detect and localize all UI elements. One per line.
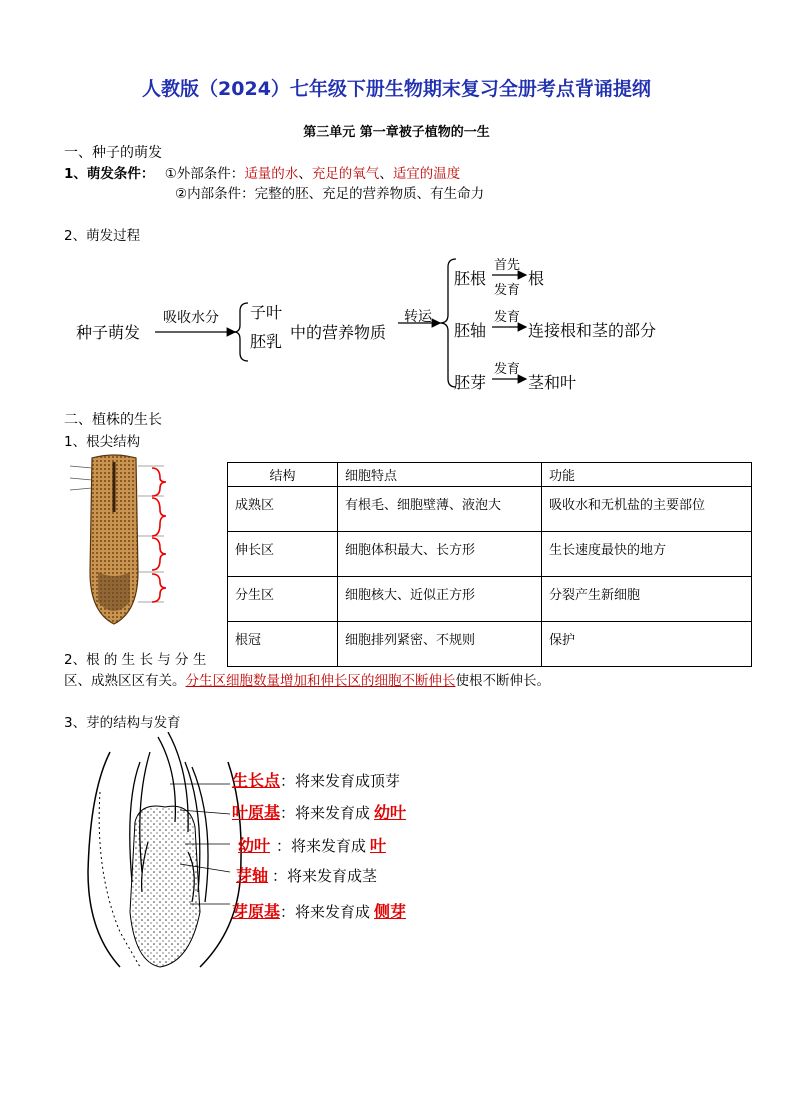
internal-conditions: [175, 182, 484, 202]
plumule-develop-label: 发育: [494, 362, 521, 377]
hypocotyl-result: 连接根和茎的部分: [528, 321, 657, 340]
table-cell: 生长速度最快的地方: [542, 532, 752, 577]
chapter-subtitle: 第三单元 第一章被子植物的一生: [303, 125, 490, 140]
table-header: 结构: [228, 463, 338, 487]
radicle-develop-label: 发育: [494, 283, 521, 298]
flow-start: 种子萌发: [76, 323, 141, 342]
section-heading-germination: 一、种子的萌发: [64, 145, 162, 161]
process-label: 2、萌发过程: [64, 228, 141, 244]
bud-part-label: 叶原基: [232, 803, 281, 822]
root-growth-line1: 2、根 的 生 长 与 分 生: [64, 652, 207, 668]
conditions-label-text: 1、萌发条件：: [64, 166, 155, 182]
bud-part-label: 芽原基: [232, 902, 281, 921]
bud-part-label: 幼叶: [238, 836, 271, 855]
root-growth-highlight: 分生区细胞数量增加和伸长区的细胞不断伸长: [185, 673, 456, 689]
bud-label: 3、芽的结构与发育: [64, 715, 181, 731]
external-temperature: 适宜的温度: [392, 166, 461, 182]
bud-part-desc: ：将来发育成: [280, 903, 371, 921]
arrow-transport-label: 转运: [404, 309, 432, 325]
root-tip-label: 1、根尖结构: [64, 434, 141, 450]
bud-part-result: 叶: [370, 836, 387, 855]
bud-part-label: 生长点: [232, 771, 281, 790]
bud-part-label: 芽轴: [236, 866, 269, 885]
internal-prefix: ②内部条件：: [175, 186, 255, 202]
table-cell: 有根毛、细胞壁薄、液泡大: [338, 487, 542, 532]
table-cell: 细胞核大、近似正方形: [338, 577, 542, 622]
endosperm: 胚乳: [250, 332, 283, 351]
root-growth-line2: [64, 669, 550, 689]
cotyledon: 子叶: [250, 303, 283, 322]
table-cell: 细胞排列紧密、不规则: [338, 622, 542, 667]
table-row: [228, 577, 752, 622]
radicle-first-label: 首先: [494, 258, 521, 273]
section-heading-growth: 二、植株的生长: [64, 412, 162, 428]
table-header: 功能: [542, 463, 752, 487]
arrow-absorb-label: 吸收水分: [163, 310, 219, 326]
radicle-result: 根: [528, 269, 545, 288]
table-cell: 成熟区: [228, 487, 338, 532]
table-row: [228, 487, 752, 532]
table-header-row: [228, 463, 752, 487]
sep: 、: [379, 166, 393, 182]
table-cell: 细胞体积最大、长方形: [338, 532, 542, 577]
bud-item-growth-point: [232, 768, 400, 791]
root-growth-text-b: 使根不断伸长。: [455, 673, 550, 689]
root-tip-table: [227, 462, 752, 667]
conditions-label: [64, 162, 460, 182]
bud-item-leaf-primordium: [232, 800, 410, 823]
table-cell: 分生区: [228, 577, 338, 622]
bud-part-desc: ：将来发育成: [280, 804, 371, 822]
bud-part-desc: ：将来发育成顶芽: [280, 772, 401, 790]
root-growth-text-a: 区、成熟区区有关。: [64, 673, 186, 689]
table-cell: 根冠: [228, 622, 338, 667]
nutrients: 中的营养物质: [290, 323, 387, 342]
table-row: [228, 622, 752, 667]
bud-part-desc: ：将来发育成: [276, 837, 367, 855]
root-tip-illustration: [64, 452, 184, 630]
table-cell: 吸收水和无机盐的主要部位: [542, 487, 752, 532]
sep: 、: [298, 166, 312, 182]
radicle: 胚根: [454, 269, 487, 288]
bud-part-result: 侧芽: [374, 902, 407, 921]
hypocotyl-develop-label: 发育: [494, 310, 521, 325]
bud-item-bud-primordium: [232, 899, 410, 922]
bud-item-young-leaf: [232, 833, 390, 856]
table-cell: 分裂产生新细胞: [542, 577, 752, 622]
external-water: 适量的水: [244, 166, 299, 182]
external-oxygen: 充足的氧气: [311, 166, 380, 182]
external-prefix: ①外部条件：: [164, 166, 245, 182]
table-header: 细胞特点: [338, 463, 542, 487]
internal-value: 完整的胚、充足的营养物质、有生命力: [254, 186, 485, 202]
plumule-result: 茎和叶: [528, 373, 577, 392]
table-cell: 伸长区: [228, 532, 338, 577]
table-cell: 保护: [542, 622, 752, 667]
plumule: 胚芽: [454, 373, 487, 392]
bud-item-bud-axis: [232, 863, 377, 886]
table-row: [228, 532, 752, 577]
bud-part-desc: ：将来发育成茎: [272, 867, 378, 885]
bud-part-result: 幼叶: [374, 803, 407, 822]
page-title: 人教版（2024）七年级下册生物期末复习全册考点背诵提纲: [142, 78, 651, 100]
hypocotyl: 胚轴: [454, 321, 487, 340]
brace-left: [234, 303, 248, 361]
